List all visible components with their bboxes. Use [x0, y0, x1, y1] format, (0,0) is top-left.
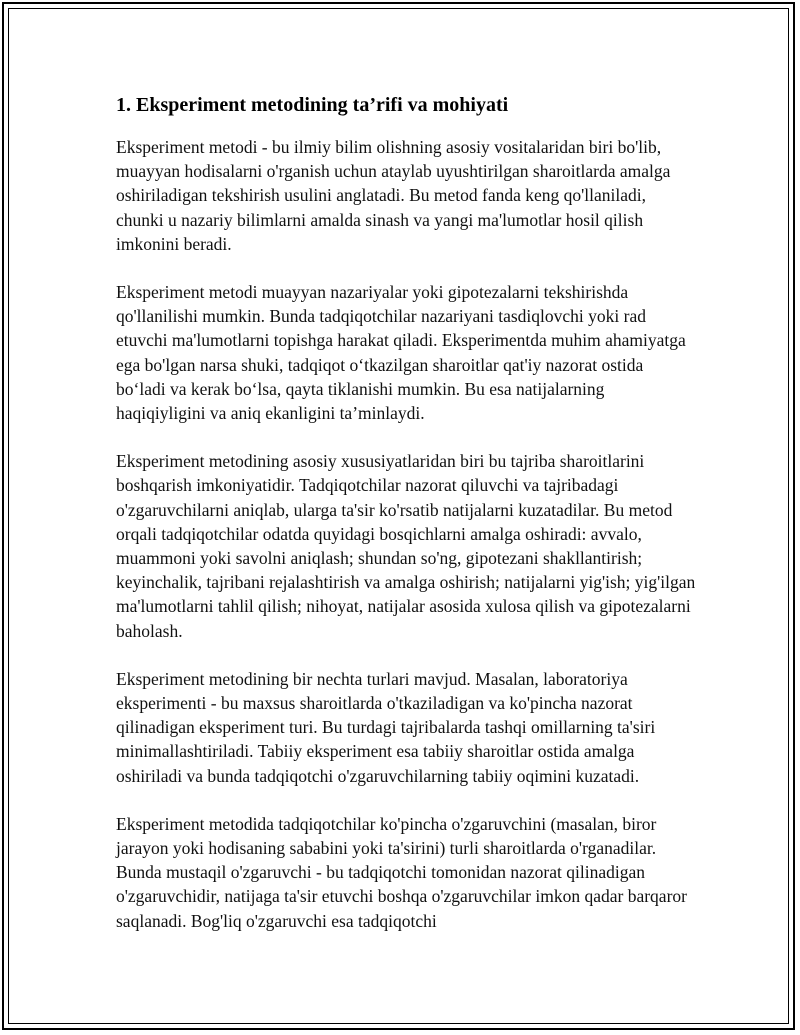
document-body	[116, 91, 696, 957]
section-heading: 1. Eksperiment metodining ta’rifi va mohiyati	[116, 94, 509, 116]
paragraph-variables: Eksperiment metodida tadqiqotchilar ko'pincha o'zgaruvchini (masalan, biror jarayon yoki hodisaning sababini yoki ta'sirini) turli sharoitlarda o'rganadilar. Bunda mustaqil o'zgaruvchi - bu tadqiqotchi tomonidan nazorat qilinadigan o'zgaruvchidir, natijaga ta'sir etuvchi boshqa o'zgaruvchilar imkon qadar barqaror saqlanadi. Bog'liq o'zgaruvchi esa tadqiqotchi	[116, 813, 687, 931]
paragraph-key-features: Eksperiment metodining asosiy xususiyatlaridan biri bu tajriba sharoitlarini boshqarish imkoniyatidir. Tadqiqotchilar nazorat qiluvchi va tajribadagi o'zgaruvchilarni aniqlab, ularga ta'sir ko'rsatib natijalarni kuzatadilar. Bu metod orqali tadqiqotchilar odatda quyidagi bosqichlarni amalga oshiradi: avvalo, muammoni yoki savolni aniqlash; shundan so'ng, gipotezani shakllantirish; keyinchalik, tajribani rejalashtirish va amalga oshirish; natijalarni yig'ish; yig'ilgan ma'lumotlarni tahlil qilish; nihoyat, natijalar asosida xulosa qilish va gipotezalarni baholash.	[116, 451, 696, 641]
paragraph-hypothesis-testing: Eksperiment metodi muayyan nazariyalar yoki gipotezalarni tekshirishda qo'llanilishi mumkin. Bunda tadqiqotchilar nazariyani tasdiqlovchi yoki rad etuvchi ma'lumotlarni topishga harakat qiladi. Eksperimentda muhim ahamiyatga ega bo'lgan narsa shuki, tadqiqot o‘tkazilgan sharoitlar qat'iy nazorat ostida bo‘ladi va kerak bo‘lsa, qayta tiklanishi mumkin. Bu esa natijalarning haqiqiyligini va aniq ekanligini ta’minlaydi.	[116, 282, 686, 424]
paragraph-definition: Eksperiment metodi - bu ilmiy bilim olishning asosiy vositalaridan biri bo'lib, muayyan hodisalarni o'rganish uchun ataylab uyushtirilgan sharoitlarda amalga oshiriladigan tekshirish usulini anglatadi. Bu metod fanda keng qo'llaniladi, chunki u nazariy bilimlarni amalda sinash va yangi ma'lumotlar hosil qilish imkonini beradi.	[116, 137, 671, 254]
paragraph-experiment-types: Eksperiment metodining bir nechta turlari mavjud. Masalan, laboratoriya eksperimenti - bu maxsus sharoitlarda o'tkaziladigan va ko'pincha nazorat qilinadigan eksperiment turi. Bu turdagi tajribalarda tashqi omillarning ta'siri minimallashtiriladi. Tabiiy eksperiment esa tabiiy sharoitlar ostida amalga oshiriladi va bunda tadqiqotchi o'zgaruvchilarning tabiiy oqimini kuzatadi.	[116, 668, 656, 786]
